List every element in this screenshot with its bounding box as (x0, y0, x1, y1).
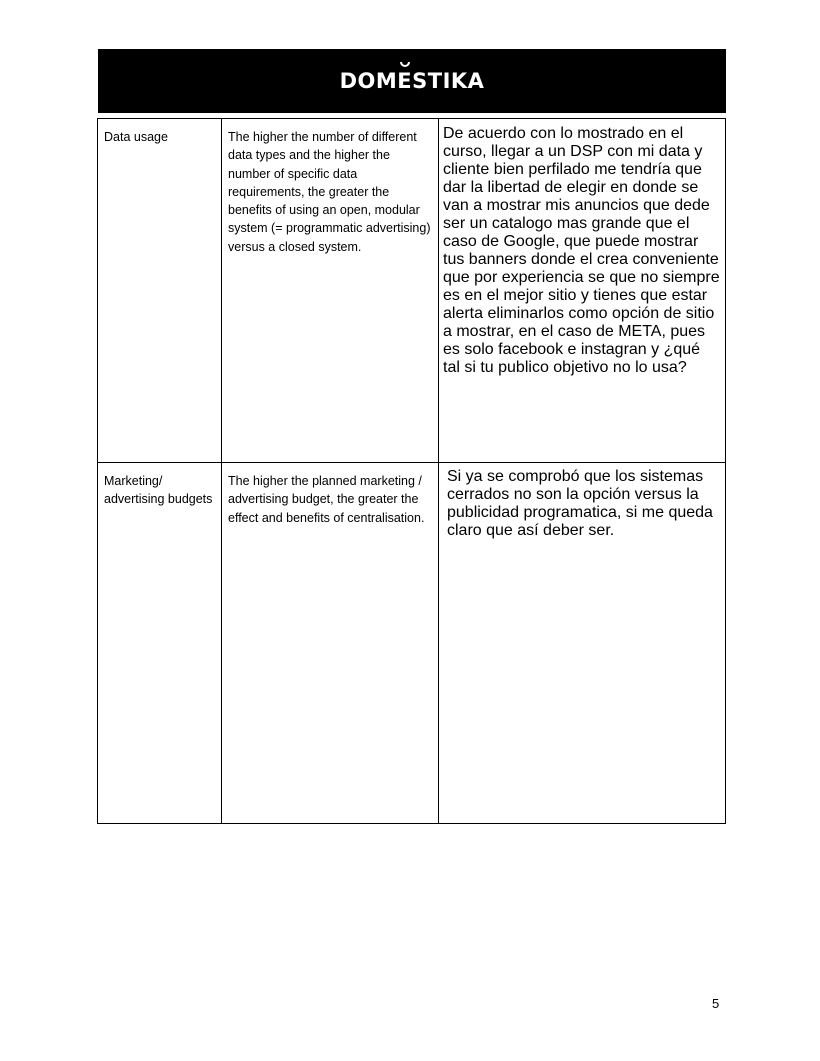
criterion-text: Marketing/ advertising budgets (104, 474, 213, 507)
evaluation-table (97, 118, 726, 824)
table-row (98, 119, 726, 463)
criterion-cell (98, 119, 222, 463)
table-row (98, 463, 726, 824)
description-cell (222, 119, 439, 463)
description-text: The higher the planned marketing / advertising budget, the greater the effect and benefits of centralisation. (228, 474, 425, 525)
description-cell (222, 463, 439, 824)
description-text: The higher the number of different data types and the higher the number of specific data requirements, the greater the benefits of using an open, modular system (= programmatic advertising) versus a closed system. (228, 130, 431, 254)
answer-text: De acuerdo con lo mostrado en el curso, llegar a un DSP con mi data y cliente bien perfilado me tendría que dar la libertad de elegir en donde se van a mostrar mis anuncios que dede ser un catalogo mas grande que el caso de Google, que puede mostrar tus banners donde el crea conveniente que por experiencia se que no siempre es en el mejor sitio y tienes que estar alerta eliminarlos como opción de sitio a mostrar, en el caso de META, pues es solo facebook e instagran y ¿qué tal si tu publico objetivo no lo usa? (443, 125, 720, 376)
criterion-text: Data usage (104, 130, 168, 144)
page-number: 5 (712, 996, 720, 1011)
answer-cell (439, 463, 726, 824)
domestika-logo: DOMESTIKA (339, 69, 485, 93)
header-bar (98, 49, 726, 113)
answer-cell (439, 119, 726, 463)
logo-accent-letter: E (397, 69, 413, 93)
criterion-cell (98, 463, 222, 824)
answer-text: Si ya se comprobó que los sistemas cerrados no son la opción versus la publicidad programatica, si me queda claro que así deber ser. (447, 468, 713, 539)
